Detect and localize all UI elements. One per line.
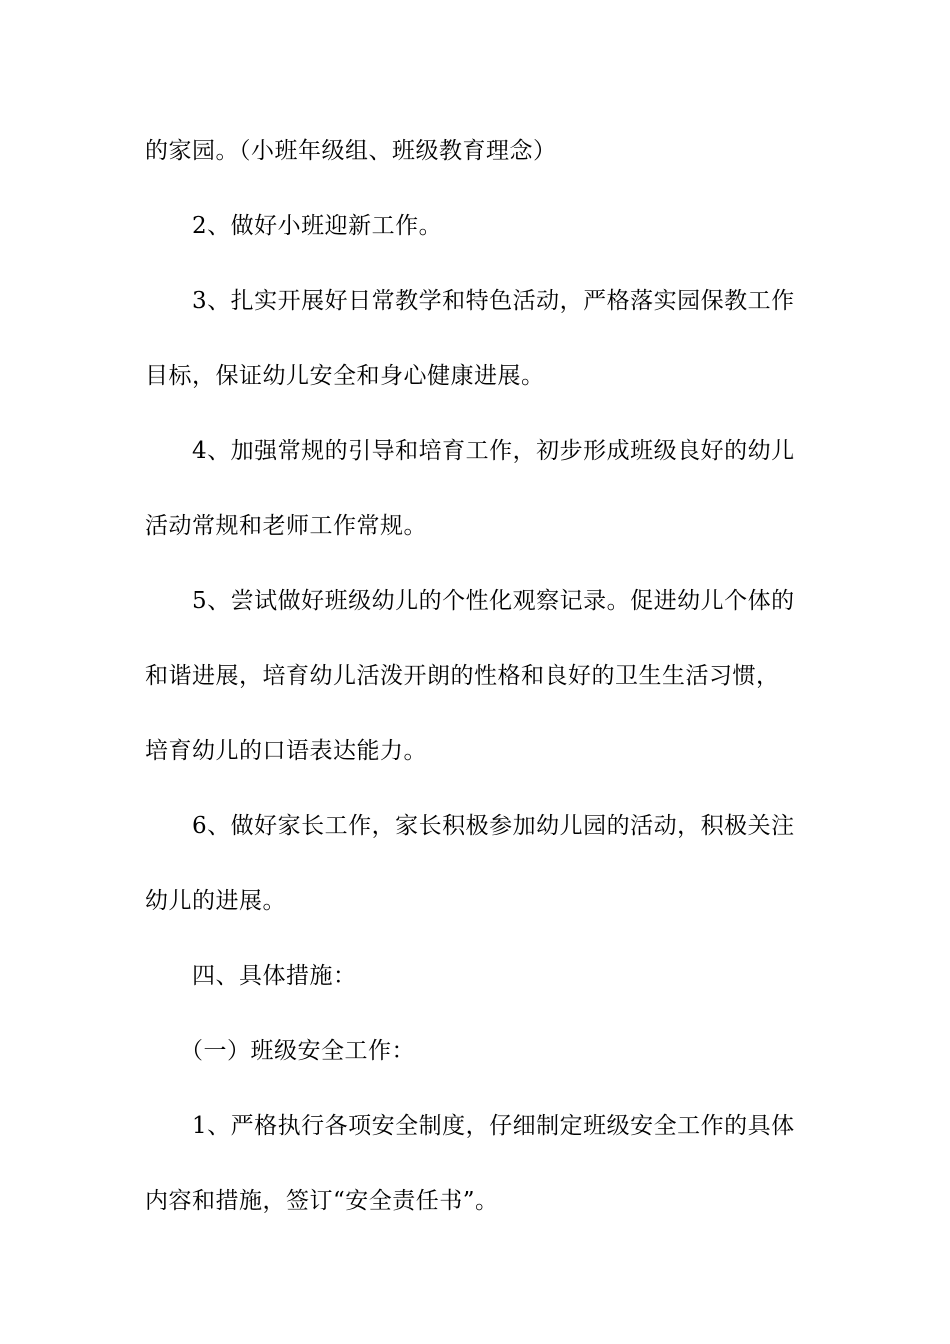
text-line-14: 1、严格执行各项安全制度，仔细制定班级安全工作的具体: [192, 1113, 795, 1139]
text-line-1: 的家园。（小班年级组、班级教育理念）: [145, 138, 557, 164]
text-line-9: 培育幼儿的口语表达能力。: [145, 738, 427, 764]
text-line-10: 6、做好家长工作，家长积极参加幼儿园的活动，积极关注: [192, 813, 795, 839]
text-line-3: 3、扎实开展好日常教学和特色活动，严格落实园保教工作: [192, 288, 795, 314]
text-line-6: 活动常规和老师工作常规。: [145, 513, 427, 539]
text-line-11: 幼儿的进展。: [145, 888, 286, 914]
text-line-4: 目标，保证幼儿安全和身心健康进展。: [145, 363, 545, 389]
text-line-15: 内容和措施，签订“安全责任书”。: [145, 1188, 499, 1214]
subsection-heading: （一）班级安全工作：: [180, 1038, 415, 1064]
text-line-5: 4、加强常规的引导和培育工作，初步形成班级良好的幼儿: [192, 438, 795, 464]
section-heading: 四、具体措施：: [192, 963, 357, 989]
text-line-8: 和谐进展，培育幼儿活泼开朗的性格和良好的卫生生活习惯，: [145, 663, 780, 689]
text-line-2: 2、做好小班迎新工作。: [192, 213, 443, 239]
text-line-7: 5、尝试做好班级幼儿的个性化观察记录。促进幼儿个体的: [192, 588, 795, 614]
